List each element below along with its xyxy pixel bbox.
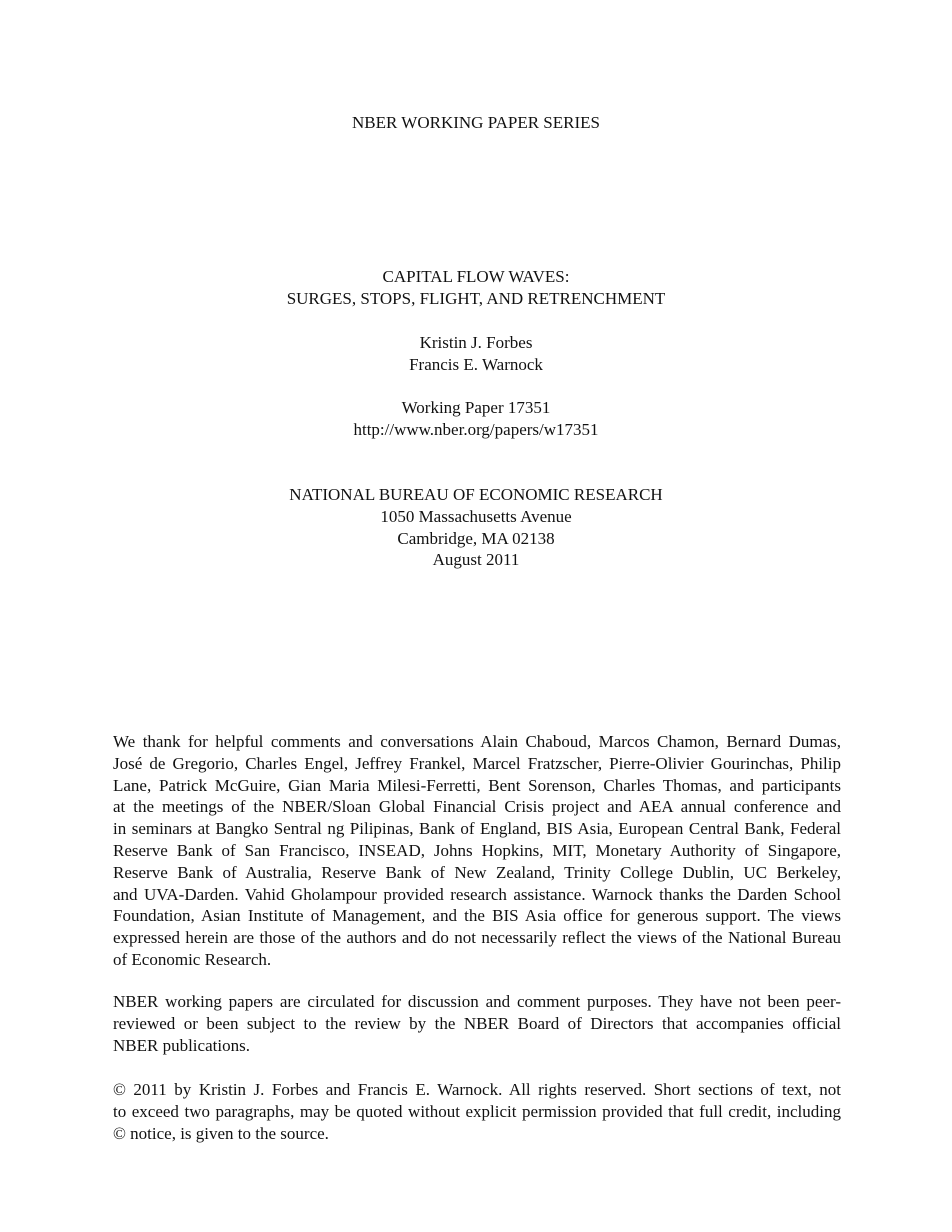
title-line-1: CAPITAL FLOW WAVES: [382,267,570,286]
acknowledgments-paragraph [113,731,841,971]
copyright-paragraph [113,1079,841,1144]
text-line: reviewed or been subject to the review by the NBER Board of Directors that accompanies official [113,1013,841,1033]
organization-name: NATIONAL BUREAU OF ECONOMIC RESEARCH [289,485,663,504]
text-line: NBER publications. [113,1035,250,1055]
organization-block [0,484,952,571]
publication-date: August 2011 [432,550,520,570]
text-line: Reserve Bank of Australia, Reserve Bank of New Zealand, Trinity College Dublin, UC Berkeley, [113,862,841,882]
text-line: Lane, Patrick McGuire, Gian Maria Milesi-Ferretti, Bent Sorenson, Charles Thomas, and participants [113,775,841,795]
text-line: NBER working papers are circulated for discussion and comment purposes. They have not been peer- [113,992,841,1011]
text-line: © 2011 by Kristin J. Forbes and Francis E. Warnock. All rights reserved. Short sections of text, not [113,1080,841,1099]
text-line: to exceed two paragraphs, may be quoted without explicit permission provided that full credit, including [113,1101,841,1121]
paper-title [0,266,952,310]
series-text: NBER WORKING PAPER SERIES [352,113,600,132]
text-line: at the meetings of the NBER/Sloan Global Financial Crisis project and AEA annual conference and [113,797,841,817]
text-line: © notice, is given to the source. [113,1123,329,1143]
working-paper-url: http://www.nber.org/papers/w17351 [353,419,599,439]
text-line: José de Gregorio, Charles Engel, Jeffrey Frankel, Marcel Fratzscher, Pierre-Olivier Gourinchas, Philip [113,753,841,773]
text-line: of Economic Research. [113,949,272,969]
text-line: We thank for helpful comments and conversations Alain Chaboud, Marcos Chamon, Bernard Dumas, [113,732,841,751]
text-line: expressed herein are those of the authors and do not necessarily reflect the views of the National Bureau [113,928,841,948]
text-line: Foundation, Asian Institute of Management, and the BIS Asia office for generous support. The views [113,906,841,926]
organization-city: Cambridge, MA 02138 [397,528,555,548]
authors-block [0,332,952,376]
author-name: Francis E. Warnock [409,354,543,374]
title-line-2: SURGES, STOPS, FLIGHT, AND RETRENCHMENT [286,288,666,308]
text-line: in seminars at Bangko Sentral ng Pilipinas, Bank of England, BIS Asia, European Central Bank, Federal [113,819,841,839]
series-heading [0,112,952,134]
working-paper-info [0,397,952,441]
author-name: Kristin J. Forbes [419,333,533,352]
text-line: Reserve Bank of San Francisco, INSEAD, Johns Hopkins, MIT, Monetary Authority of Singapore, [113,840,841,860]
organization-street: 1050 Massachusetts Avenue [380,506,572,526]
disclaimer-paragraph [113,991,841,1056]
text-line: and UVA-Darden. Vahid Gholampour provided research assistance. Warnock thanks the Darden School [113,884,841,904]
working-paper-number: Working Paper 17351 [401,398,551,417]
